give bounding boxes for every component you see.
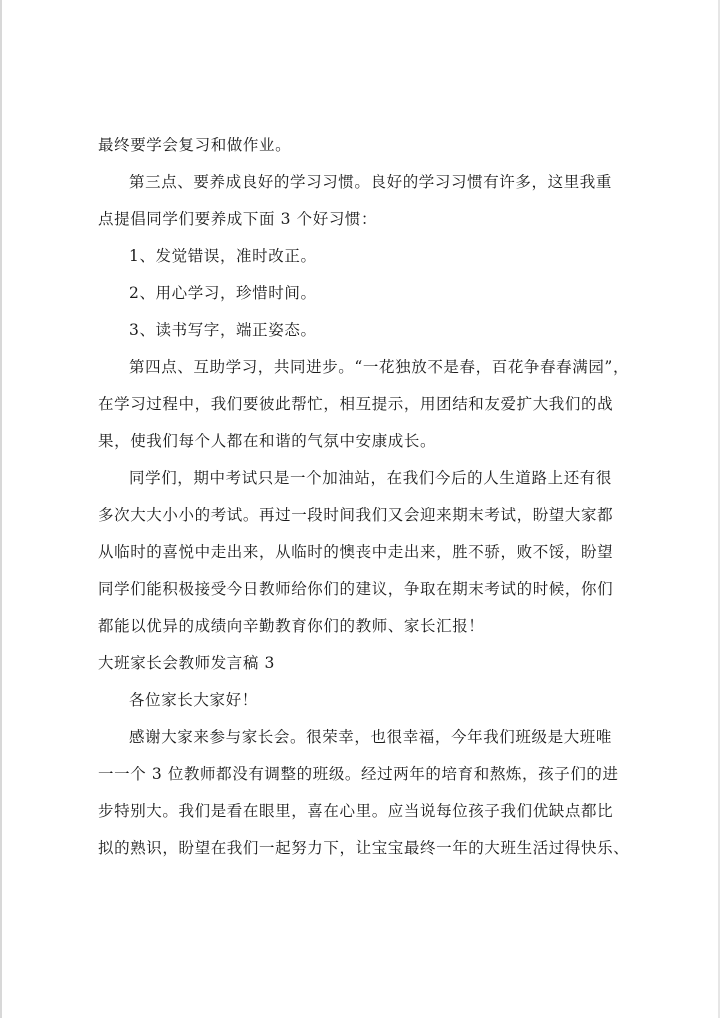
paragraph-line: 一一个 3 位教师都没有调整的班级。经过两年的培育和熬炼，孩子们的进 [98, 765, 619, 783]
paragraph-line: 多次大大小小的考试。再过一段时间我们又会迎来期末考试，盼望大家都 [98, 506, 614, 524]
list-item: 1、发觉错误，准时改正。 [129, 247, 317, 265]
greeting-line: 各位家长大家好！ [129, 691, 258, 709]
paragraph-line: 步特别大。我们是看在眼里，喜在心里。应当说每位孩子我们优缺点都比 [98, 802, 614, 820]
paragraph-line: 同学们，期中考试只是一个加油站，在我们今后的人生道路上还有很 [129, 469, 613, 487]
paragraph-line: 第三点、要养成良好的学习习惯。良好的学习习惯有许多，这里我重 [129, 173, 613, 191]
document-body [98, 131, 628, 863]
paragraph-line: 果，使我们每个人都在和谐的气氛中安康成长。 [98, 432, 437, 450]
paragraph-line: 同学们能积极接受今日教师给你们的建议，争取在期末考试的时候，你们 [98, 580, 614, 598]
paragraph-line: 第四点、互助学习，共同进步。“一花独放不是春，百花争春春满园”， [129, 358, 630, 376]
list-item: 2、用心学习，珍惜时间。 [129, 284, 317, 302]
list-item: 3、读书写字，端正姿态。 [129, 321, 317, 339]
paragraph-line: 从临时的喜悦中走出来，从临时的懊丧中走出来，胜不骄，败不馁，盼望 [98, 543, 614, 561]
paragraph-line: 点提倡同学们要养成下面 3 个好习惯： [98, 210, 378, 228]
paragraph-line: 最终要学会复习和做作业。 [98, 136, 292, 154]
paragraph-line: 感谢大家来参与家长会。很荣幸，也很幸福，今年我们班级是大班唯 [129, 728, 613, 746]
paragraph-line: 都能以优异的成绩向辛勤教育你们的教师、家长汇报！ [98, 617, 485, 635]
section-heading: 大班家长会教师发言稿 3 [98, 654, 275, 672]
page-left-edge [0, 0, 2, 1018]
paragraph-line: 在学习过程中，我们要彼此帮忙，相互提示，用团结和友爱扩大我们的战 [98, 395, 614, 413]
paragraph-line: 拟的熟识，盼望在我们一起努力下，让宝宝最终一年的大班生活过得快乐、 [98, 839, 630, 857]
